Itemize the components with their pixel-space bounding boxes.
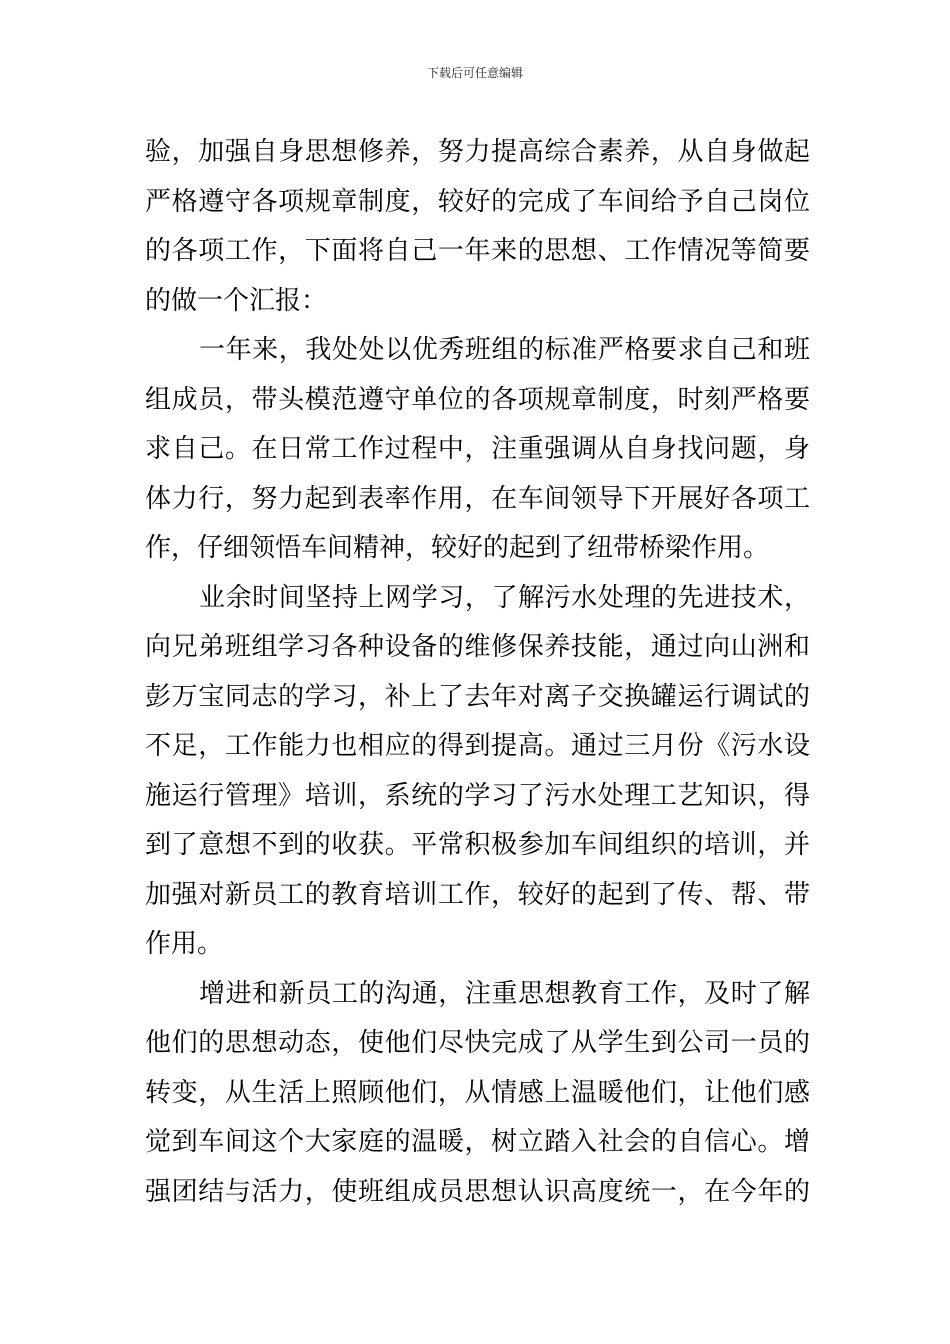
text-line: 的各项工作，下面将自己一年来的思想、工作情况等简要 [145,236,810,266]
paragraph [145,574,810,970]
text-line: 作，仔细领悟车间精神，较好的起到了纽带桥梁作用。 [145,533,770,563]
text-line: 的做一个汇报： [145,285,328,316]
text-line: 施运行管理》培训，系统的学习了污水处理工艺知识，得 [145,780,810,811]
paragraph [145,128,810,326]
text-line: 一年来，我处处以优秀班组的标准严格要求自己和班 [199,335,810,365]
text-line: 增进和新员工的沟通，注重思想教育工作，及时了解 [199,978,810,1009]
text-line: 他们的思想动态，使他们尽快完成了从学生到公司一员的 [145,1028,810,1058]
text-line: 体力行，努力起到表率作用，在车间领导下开展好各项工 [145,483,810,514]
text-line: 严格遵守各项规章制度，较好的完成了车间给予自己岗位 [145,186,810,217]
text-line: 求自己。在日常工作过程中，注重强调从自身找问题，身 [145,434,810,464]
text-line: 作用。 [145,929,224,959]
document-body [145,128,810,1217]
text-line: 验，加强自身思想修养，努力提高综合素养，从自身做起 [145,137,810,167]
paragraph [145,970,810,1218]
text-line: 强团结与活力，使班组成员思想认识高度统一，在今年的 [145,1176,810,1207]
page-header: 下载后可任意编辑 [426,66,523,80]
paragraph [145,326,810,574]
text-line: 不足，工作能力也相应的得到提高。通过三月份《污水设 [145,731,810,761]
text-line: 业余时间坚持上网学习，了解污水处理的先进技术， [199,582,810,613]
text-line: 觉到车间这个大家庭的温暖，树立踏入社会的自信心。增 [145,1127,810,1157]
text-line: 加强对新员工的教育培训工作，较好的起到了传、帮、带 [145,879,810,910]
text-line: 彭万宝同志的学习，补上了去年对离子交换罐运行调试的 [145,681,810,712]
text-line: 向兄弟班组学习各种设备的维修保养技能，通过向山洲和 [145,632,810,662]
text-line: 转变，从生活上照顾他们，从情感上温暖他们，让他们感 [145,1077,810,1108]
text-line: 组成员，带头模范遵守单位的各项规章制度，时刻严格要 [145,384,810,415]
text-line: 到了意想不到的收获。平常积极参加车间组织的培训，并 [145,830,810,860]
